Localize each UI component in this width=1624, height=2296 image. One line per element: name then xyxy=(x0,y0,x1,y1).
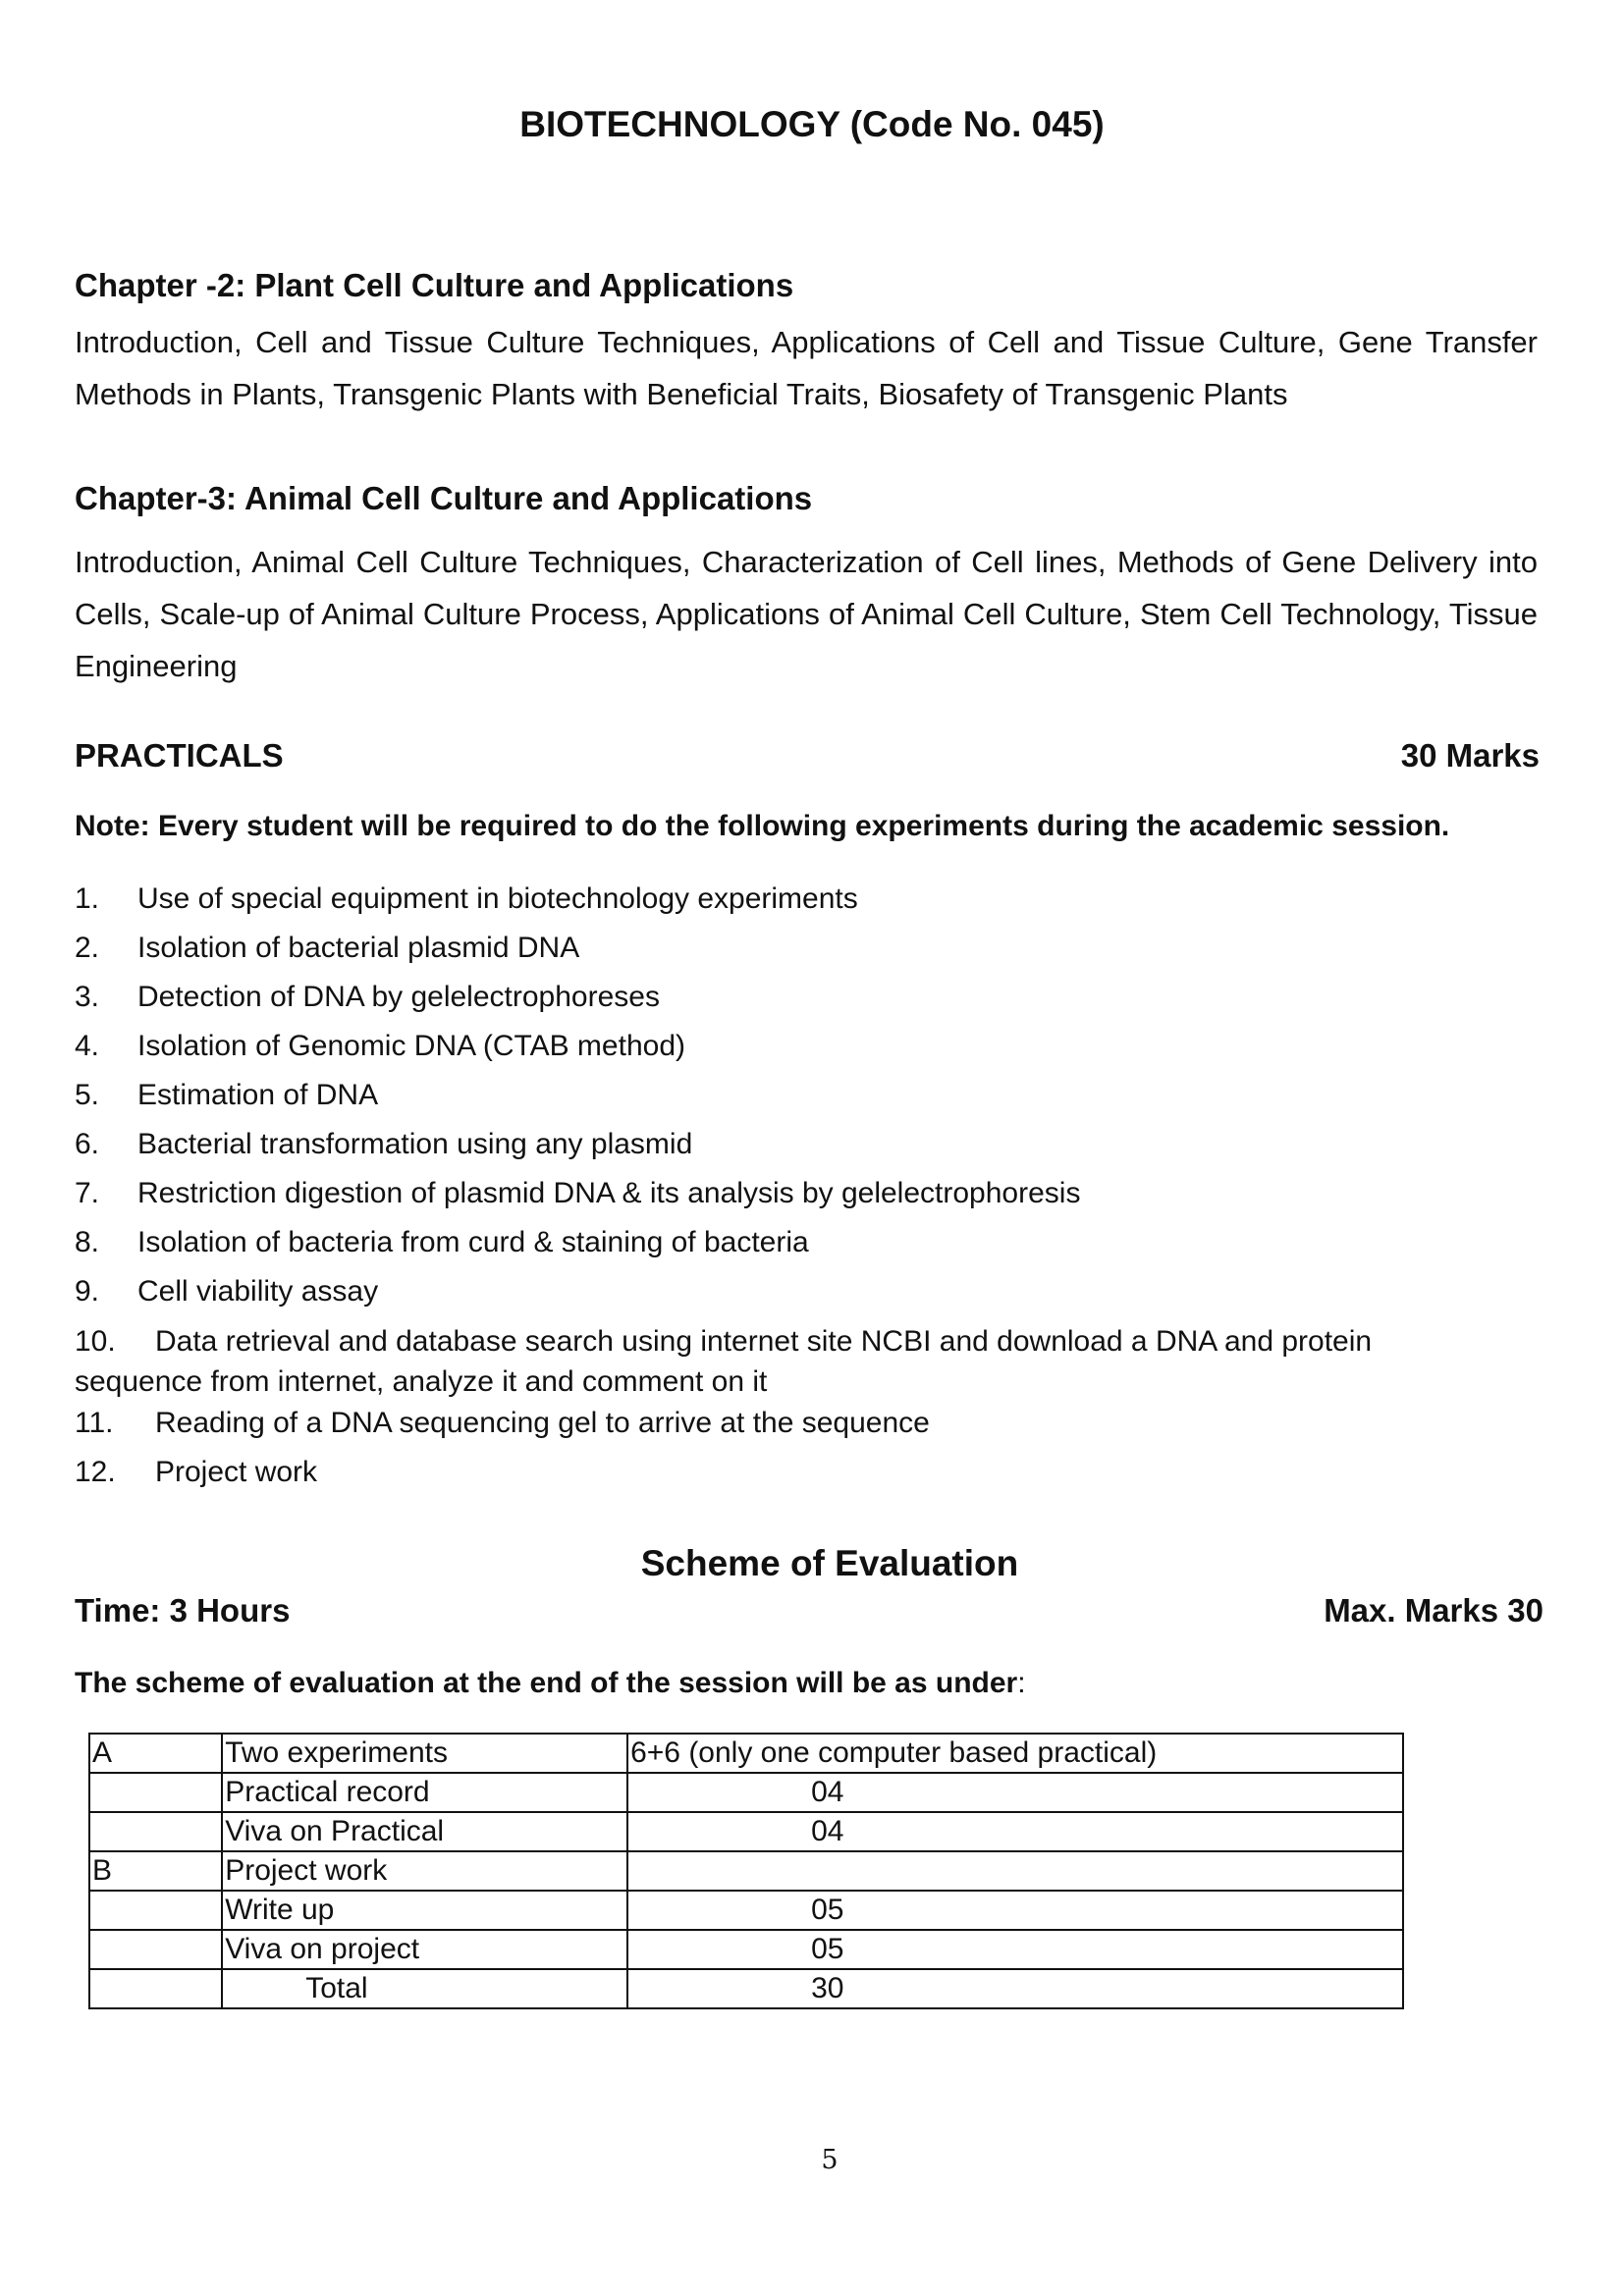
experiment-text: Project work xyxy=(155,1456,318,1488)
table-row xyxy=(89,1851,1403,1891)
practicals-heading: PRACTICALS xyxy=(75,737,284,774)
experiment-number: 9. xyxy=(75,1275,100,1308)
experiment-text: Detection of DNA by gelelectrophoreses xyxy=(137,981,660,1013)
item-cell: Viva on project xyxy=(222,1930,627,1969)
chapter-2-body: Introduction, Cell and Tissue Culture Techniques, Applications of Cell and Tissue Culture, Gene Transfer Methods in Plants, Transgenic Plants with Beneficial Traits, Biosafety of Transgenic Plants xyxy=(75,325,1538,411)
table-row xyxy=(89,1969,1403,2008)
experiment-item xyxy=(75,1125,1528,1174)
section-cell: B xyxy=(89,1851,222,1891)
experiment-number: 10. xyxy=(75,1325,116,1358)
total-label-cell: Total xyxy=(222,1969,627,2008)
experiment-item xyxy=(75,1223,1528,1272)
evaluation-max-marks: Max. Marks 30 xyxy=(1324,1592,1543,1629)
evaluation-table xyxy=(88,1733,1404,2009)
experiment-item xyxy=(75,1321,1528,1404)
experiment-number: 2. xyxy=(75,932,100,964)
evaluation-meta xyxy=(75,1592,1543,1629)
section-cell xyxy=(89,1812,222,1851)
experiment-item xyxy=(75,1272,1528,1321)
experiment-item xyxy=(75,1174,1528,1223)
experiment-text: Reading of a DNA sequencing gel to arrive at the sequence xyxy=(155,1407,930,1439)
item-cell: Viva on Practical xyxy=(222,1812,627,1851)
marks-cell: 6+6 (only one computer based practical) xyxy=(627,1734,1403,1773)
table-row xyxy=(89,1812,1403,1851)
chapter-2-heading: Chapter -2: Plant Cell Culture and Applications xyxy=(75,267,794,303)
marks-cell: 05 xyxy=(627,1930,1403,1969)
marks-cell: 05 xyxy=(627,1891,1403,1930)
table-row xyxy=(89,1734,1403,1773)
evaluation-note-text: The scheme of evaluation at the end of the session will be as under xyxy=(75,1667,1018,1699)
evaluation-title: Scheme of Evaluation xyxy=(640,1543,1019,1583)
experiment-text: Isolation of bacteria from curd & staining of bacteria xyxy=(137,1226,809,1258)
experiment-text: Isolation of bacterial plasmid DNA xyxy=(137,932,580,964)
experiment-text: Use of special equipment in biotechnology experiments xyxy=(137,882,858,915)
experiment-number: 6. xyxy=(75,1128,100,1160)
table-row xyxy=(89,1930,1403,1969)
section-cell: A xyxy=(89,1734,222,1773)
experiment-item xyxy=(75,1404,1528,1453)
experiment-number: 4. xyxy=(75,1030,100,1062)
experiment-list xyxy=(75,880,1528,1502)
experiment-number: 11. xyxy=(75,1407,114,1439)
experiment-text: Bacterial transformation using any plasmid xyxy=(137,1128,693,1160)
item-cell: Practical record xyxy=(222,1773,627,1812)
experiment-text: Isolation of Genomic DNA (CTAB method) xyxy=(137,1030,685,1062)
table-row xyxy=(89,1891,1403,1930)
experiment-text: Restriction digestion of plasmid DNA & its analysis by gelelectrophoresis xyxy=(137,1177,1081,1209)
experiment-number: 12. xyxy=(75,1456,116,1488)
section-cell xyxy=(89,1891,222,1930)
experiment-number: 5. xyxy=(75,1079,100,1111)
page-number: 5 xyxy=(821,2145,839,2175)
section-cell xyxy=(89,1773,222,1812)
experiment-text-continued: sequence from internet, analyze it and comment on it xyxy=(75,1365,768,1398)
experiment-item xyxy=(75,929,1528,978)
experiment-item xyxy=(75,1027,1528,1076)
practicals-header xyxy=(75,737,1540,774)
table-row xyxy=(89,1773,1403,1812)
experiment-item xyxy=(75,880,1528,929)
evaluation-note-colon: : xyxy=(1017,1667,1026,1699)
experiment-number: 8. xyxy=(75,1226,100,1258)
experiment-number: 3. xyxy=(75,981,100,1013)
experiment-item xyxy=(75,1453,1528,1502)
practicals-note: Note: Every student will be required to do the following experiments during the academic session. xyxy=(75,810,1450,842)
marks-cell xyxy=(627,1851,1403,1891)
evaluation-note xyxy=(75,1667,1026,1700)
chapter-3-body: Introduction, Animal Cell Culture Techniques, Characterization of Cell lines, Methods of Gene Delivery into Cells, Scale-up of Animal Culture Process, Applications of Animal Cell Culture, Stem Cell Technology, Tissue Engineering xyxy=(75,545,1538,683)
evaluation-time: Time: 3 Hours xyxy=(75,1592,291,1629)
chapter-3-heading: Chapter-3: Animal Cell Culture and Applications xyxy=(75,480,813,516)
experiment-number: 7. xyxy=(75,1177,100,1209)
item-cell: Write up xyxy=(222,1891,627,1930)
experiment-text: Estimation of DNA xyxy=(137,1079,379,1111)
total-marks-cell: 30 xyxy=(627,1969,1403,2008)
section-cell xyxy=(89,1969,222,2008)
document-title: BIOTECHNOLOGY (Code No. 045) xyxy=(519,104,1105,144)
item-cell: Project work xyxy=(222,1851,627,1891)
marks-cell: 04 xyxy=(627,1812,1403,1851)
experiment-text: Data retrieval and database search using internet site NCBI and download a DNA and protein xyxy=(155,1325,1373,1358)
experiment-item xyxy=(75,978,1528,1027)
section-cell xyxy=(89,1930,222,1969)
experiment-number: 1. xyxy=(75,882,100,915)
experiment-item xyxy=(75,1076,1528,1125)
practicals-marks: 30 Marks xyxy=(1400,737,1540,774)
experiment-text: Cell viability assay xyxy=(137,1275,379,1308)
item-cell: Two experiments xyxy=(222,1734,627,1773)
marks-cell: 04 xyxy=(627,1773,1403,1812)
